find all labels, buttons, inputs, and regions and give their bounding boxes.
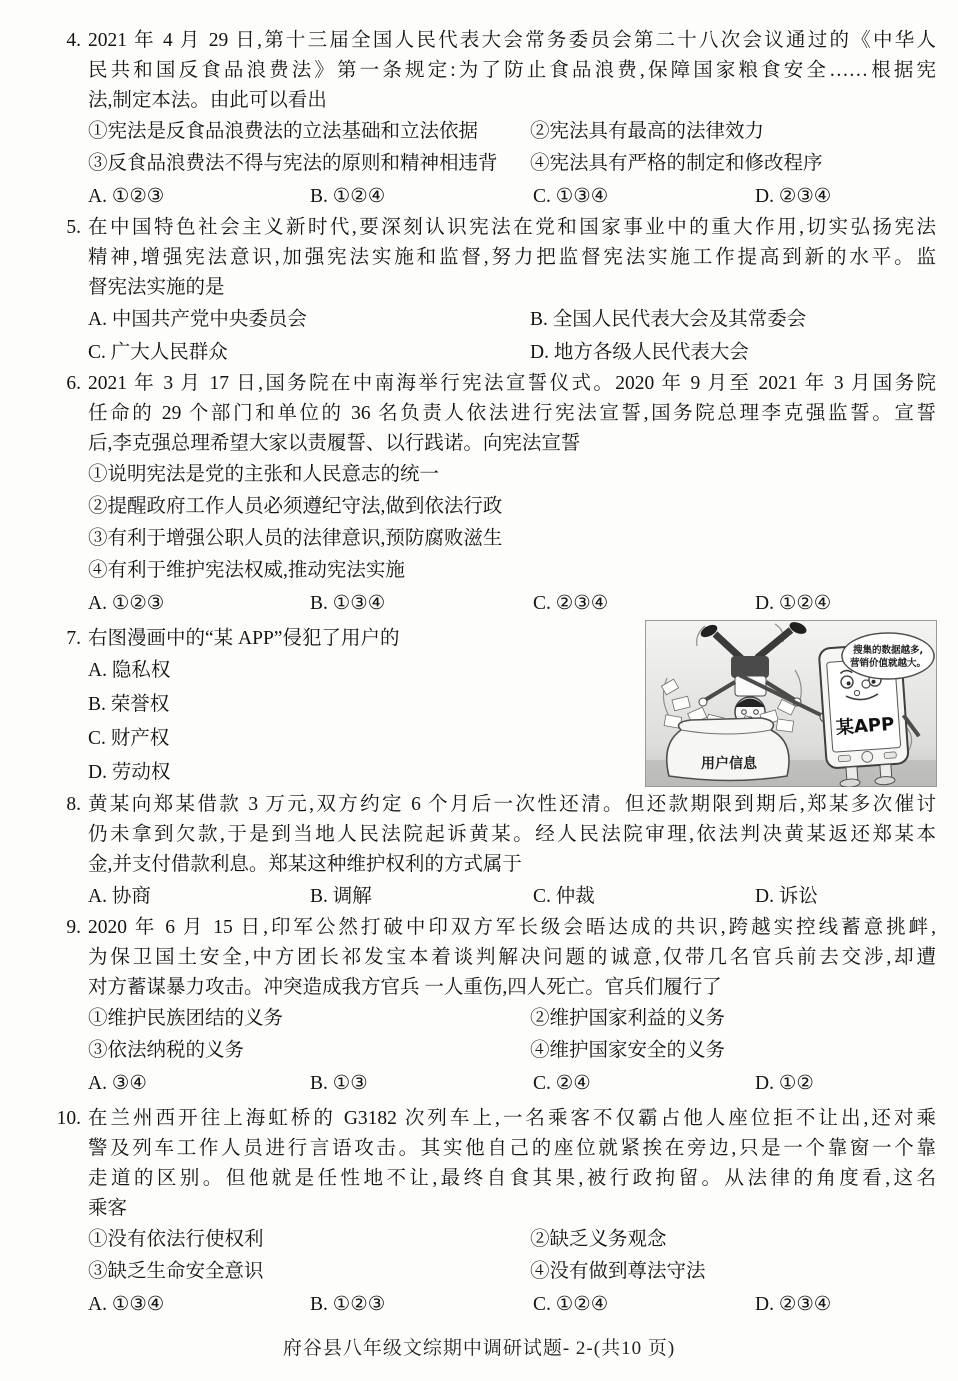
question-stem-line: 乘客 (88, 1198, 128, 1219)
answer-option: C. 财产权 (88, 728, 170, 749)
question-stem-line: 对方蓄谋暴力攻击。冲突造成我方官兵 一人重伤,四人死亡。官兵们履行了 (88, 977, 722, 998)
answer-option: B. ①②④ (310, 186, 386, 207)
statement-item: ①宪法是反食品浪费法的立法基础和立法依据 (88, 121, 479, 142)
answer-option: B. ①③④ (310, 593, 386, 614)
answer-options (88, 303, 936, 369)
question-number: 10. (56, 1108, 81, 1129)
question-stem-line: 任命的 29 个部门和单位的 36 名负责人依法进行宪法宣誓,国务院总理李克强监誓。宣誓 (88, 403, 936, 424)
question-8 (66, 790, 936, 913)
question-number: 7. (66, 628, 81, 649)
answer-option: B. ①②③ (310, 1294, 386, 1315)
question-number: 6. (66, 373, 81, 394)
question-6 (66, 369, 936, 620)
answer-option: A. ①②③ (88, 593, 165, 614)
answer-option: C. ①③④ (533, 186, 609, 207)
cartoon-svg (645, 620, 937, 787)
answer-options (88, 1288, 936, 1321)
answer-option: C. 广大人民群众 (88, 342, 228, 363)
answer-options (88, 587, 936, 620)
answer-option: D. 地方各级人民代表大会 (530, 342, 749, 363)
q7-cartoon-illustration (645, 620, 937, 787)
answer-option: D. 诉讼 (755, 886, 818, 907)
bubble-text-line2: 营销价值就越大。 (849, 658, 927, 669)
statement-item: ④维护国家安全的义务 (530, 1040, 726, 1061)
app-label: 某APP (835, 713, 895, 739)
question-stem-line: 法,制定本法。由此可以看出 (88, 90, 327, 111)
bubble-text-line1: 搜集的数据越多, (852, 645, 924, 656)
statement-item: ③反食品浪费法不得与宪法的原则和精神相违背 (88, 153, 498, 174)
answer-option: B. 荣誉权 (88, 694, 170, 715)
answer-option: A. 协商 (88, 886, 151, 907)
answer-option: A. ③④ (88, 1073, 147, 1094)
statement-item: ②维护国家利益的义务 (530, 1008, 726, 1029)
answer-options (88, 180, 936, 213)
answer-options (88, 880, 936, 913)
page-footer: 府谷县八年级文综期中调研试题- 2-(共10 页) (282, 1338, 676, 1359)
question-5 (66, 213, 936, 369)
statement-item: ①没有依法行使权利 (88, 1229, 264, 1250)
statement-row (88, 555, 936, 587)
statement-row (88, 491, 936, 523)
answer-option: C. ①②④ (533, 1294, 609, 1315)
answer-option: C. ②③④ (533, 593, 609, 614)
statement-item: ④没有做到尊法守法 (530, 1261, 706, 1282)
answer-option: C. 仲裁 (533, 886, 595, 907)
question-stem-line: 仍未拿到欠款,于是到当地人民法院起诉黄某。经人民法院审理,依法判决黄某返还郑某本 (88, 824, 936, 845)
statement-row (88, 148, 936, 180)
statement-row (88, 116, 936, 148)
question-stem-line: 走道的区别。但他就是任性地不让,最终自食其果,被行政拘留。从法律的角度看,这名 (88, 1168, 936, 1189)
question-10 (56, 1104, 936, 1321)
statement-item: ③缺乏生命安全意识 (88, 1261, 264, 1282)
answer-option: D. 劳动权 (88, 762, 171, 783)
statement-item: ③有利于增强公职人员的法律意识,预防腐败滋生 (88, 528, 503, 549)
answer-option: B. 调解 (310, 886, 372, 907)
answer-option: B. 全国人民代表大会及其常委会 (530, 309, 807, 330)
question-stem-line: 金,并支付借款利息。郑某这种维护权利的方式属于 (88, 854, 522, 875)
answer-option: C. ②④ (533, 1073, 591, 1094)
statement-item: ③依法纳税的义务 (88, 1040, 245, 1061)
question-stem-line: 在兰州西开往上海虹桥的 G3182 次列车上,一名乘客不仅霸占他人座位拒不让出,还对乘 (88, 1108, 936, 1129)
answer-option: A. ①③④ (88, 1294, 165, 1315)
phone-eye-left (841, 676, 854, 689)
question-stem-line: 督宪法实施的是 (88, 277, 225, 298)
question-stem-line: 精神,增强宪法意识,加强宪法实施和监督,努力把监督宪法实施工作提高到新的水平。监 (88, 247, 936, 268)
question-stem-line: 为保卫国土安全,中方团长祁发宝本着谈判解决问题的诚意,仅带几名官兵前去交涉,却遭 (88, 947, 936, 968)
question-stem-line: 2020 年 6 月 15 日,印军公然打破中印双方军长级会晤达成的共识,跨越实控线蓄意挑衅, (88, 917, 936, 938)
statement-row (88, 523, 936, 555)
statement-row (88, 1256, 936, 1288)
question-stem-line: 2021 年 3 月 17 日,国务院在中南海举行宪法宣誓仪式。2020 年 9 月至 2021 年 3 月国务院 (88, 373, 936, 394)
answer-option: A. 隐私权 (88, 660, 171, 681)
statement-item: ②提醒政府工作人员必须遵纪守法,做到依法行政 (88, 496, 503, 517)
answer-option: D. ②③④ (755, 1294, 832, 1315)
question-4 (66, 26, 936, 213)
question-stem-line: 右图漫画中的“某 APP”侵犯了用户的 (88, 628, 400, 649)
answer-option: B. ①③ (310, 1073, 368, 1094)
answer-options (88, 1067, 936, 1100)
answer-option: D. ①② (755, 1073, 814, 1094)
question-stem-line: 在中国特色社会主义新时代,要深刻认识宪法在党和国家事业中的重大作用,切实弘扬宪法 (88, 217, 936, 238)
answer-option: A. ①②③ (88, 186, 165, 207)
question-number: 8. (66, 794, 81, 815)
statement-item: ①维护民族团结的义务 (88, 1008, 284, 1029)
statement-item: ④有利于维护宪法权威,推动宪法实施 (88, 560, 405, 581)
answer-option: A. 中国共产党中央委员会 (88, 309, 307, 330)
statement-row (88, 1003, 936, 1035)
statement-item: ①说明宪法是党的主张和人民意志的统一 (88, 464, 440, 485)
statement-row (88, 1035, 936, 1067)
question-stem-line: 后,李克强总理希望大家以责履誓、以行践诺。向宪法宣誓 (88, 433, 581, 454)
statement-item: ②缺乏义务观念 (530, 1229, 667, 1250)
question-stem-line: 2021 年 4 月 29 日,第十三届全国人民代表大会常务委员会第二十八次会议通过的《中华人 (88, 30, 936, 51)
answer-option: D. ②③④ (755, 186, 832, 207)
statement-row (88, 1224, 936, 1256)
user-info-sack (667, 718, 789, 781)
answer-option: D. ①②④ (755, 593, 832, 614)
question-stem-line: 警及列车工作人员进行言语攻击。其实他自己的座位就紧挨在旁边,只是一个靠窗一个靠 (88, 1138, 936, 1159)
question-stem-line: 黄某向郑某借款 3 万元,双方约定 6 个月后一次性还清。但还款期限到期后,郑某多次催讨 (88, 794, 936, 815)
question-number: 4. (66, 30, 81, 51)
question-number: 5. (66, 217, 81, 238)
question-9 (66, 913, 936, 1100)
sack-label: 用户信息 (701, 756, 757, 772)
statement-item: ②宪法具有最高的法律效力 (530, 121, 765, 142)
statement-row (88, 459, 936, 491)
question-stem-line: 民共和国反食品浪费法》第一条规定:为了防止食品浪费,保障国家粮食安全……根据宪 (88, 60, 936, 81)
question-number: 9. (66, 917, 81, 938)
statement-item: ④宪法具有严格的制定和修改程序 (530, 153, 823, 174)
